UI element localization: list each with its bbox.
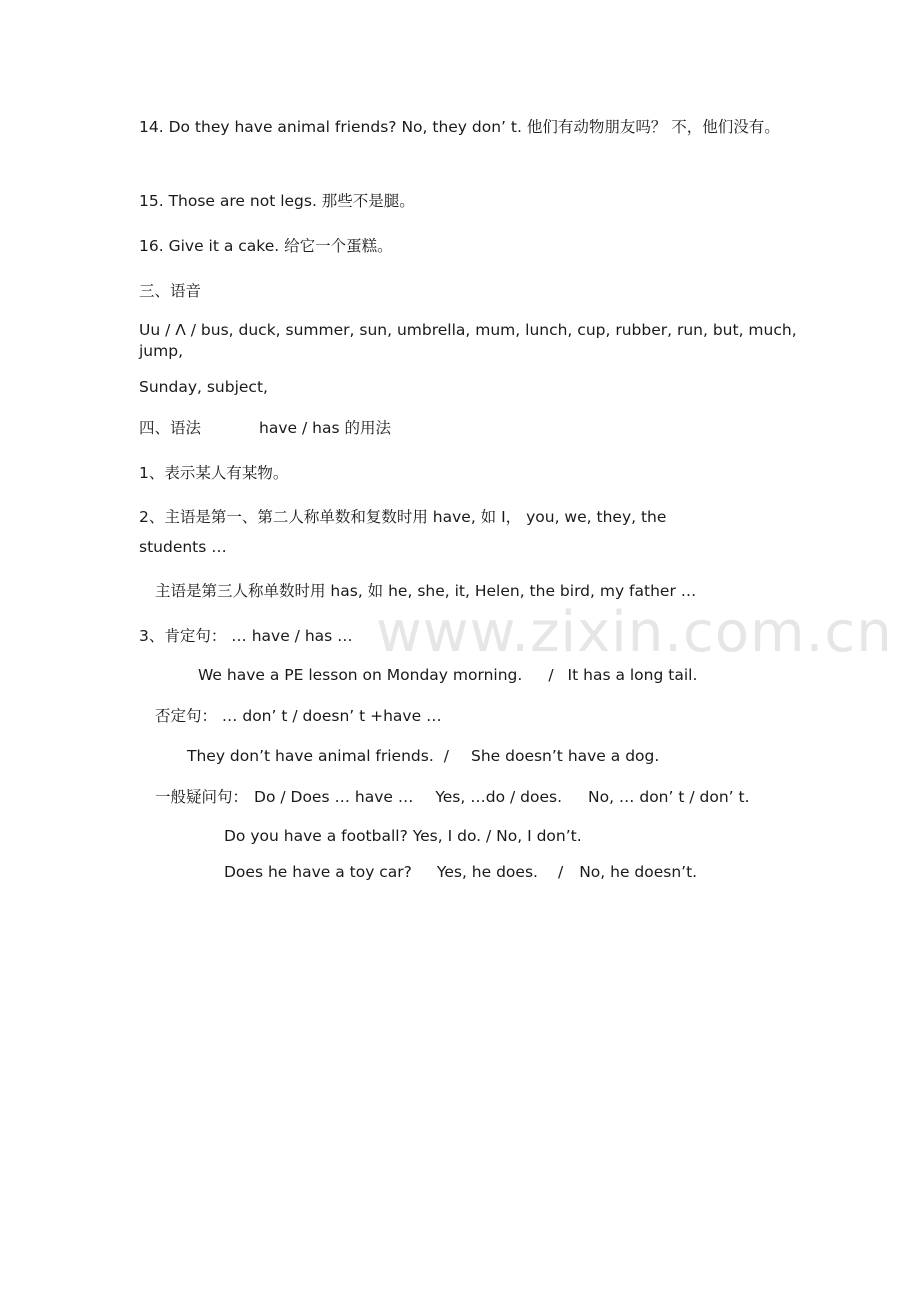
question-label: 一般疑问句： bbox=[155, 788, 249, 806]
phonics-line-2: Sunday, subject, bbox=[139, 378, 268, 396]
rule-2-third-person: 主语是第三人称单数时用 has, 如 he, she, it, Helen, the bird, my father … bbox=[155, 582, 697, 600]
question-no: No, … don’ t / don’ t. bbox=[588, 788, 750, 806]
example-question-2-b: Yes, he does. bbox=[436, 863, 538, 881]
rule-2-continued: students … bbox=[139, 538, 227, 556]
question-form: Do / Does … have … bbox=[254, 788, 414, 806]
example-affirmative bbox=[198, 664, 697, 686]
rule-2: 2、主语是第一、第二人称单数和复数时用 have, 如 I， you, we, they, the bbox=[139, 508, 667, 526]
example-question-2 bbox=[224, 861, 697, 883]
example-negative-b: She doesn’t have a dog. bbox=[471, 747, 660, 765]
example-separator: / bbox=[557, 863, 564, 881]
example-affirmative-a: We have a PE lesson on Monday morning. bbox=[198, 666, 523, 684]
example-affirmative-b: It has a long tail. bbox=[567, 666, 698, 684]
example-separator: / bbox=[443, 747, 449, 765]
grammar-heading-label: 四、语法 bbox=[139, 419, 202, 437]
rule-1: 1、表示某人有某物。 bbox=[139, 464, 289, 482]
question-pattern bbox=[155, 786, 750, 808]
example-negative-a: They don’t have animal friends. bbox=[187, 747, 434, 765]
sentence-15: 15. Those are not legs. 那些不是腿。 bbox=[139, 192, 415, 210]
phonics-line-1b: jump, bbox=[139, 342, 183, 360]
example-question-2-a: Does he have a toy car? bbox=[224, 863, 412, 881]
example-question-2-c: No, he doesn’t. bbox=[579, 863, 698, 881]
grammar-heading-topic: have / has 的用法 bbox=[259, 419, 391, 437]
negative-pattern: 否定句： … don’ t / doesn’ t +have … bbox=[155, 707, 442, 725]
example-question-1: Do you have a football? Yes, I do. / No, I don’t. bbox=[224, 827, 582, 845]
section-heading-phonics: 三、语音 bbox=[139, 282, 202, 300]
sentence-16: 16. Give it a cake. 给它一个蛋糕。 bbox=[139, 237, 393, 255]
example-separator: / bbox=[548, 666, 554, 684]
watermark: www.zixin.com.cn bbox=[376, 600, 893, 665]
question-yes: Yes, …do / does. bbox=[435, 788, 562, 806]
sentence-14: 14. Do they have animal friends? No, they don’ t. 他们有动物朋友吗？ 不，他们没有。 bbox=[139, 118, 780, 136]
rule-3-affirmative: 3、肯定句： … have / has … bbox=[139, 627, 353, 645]
phonics-line-1: Uu / Λ / bus, duck, summer, sun, umbrella, mum, lunch, cup, rubber, run, but, much, bbox=[139, 321, 797, 339]
example-negative bbox=[187, 745, 659, 767]
section-heading-grammar bbox=[139, 417, 391, 439]
